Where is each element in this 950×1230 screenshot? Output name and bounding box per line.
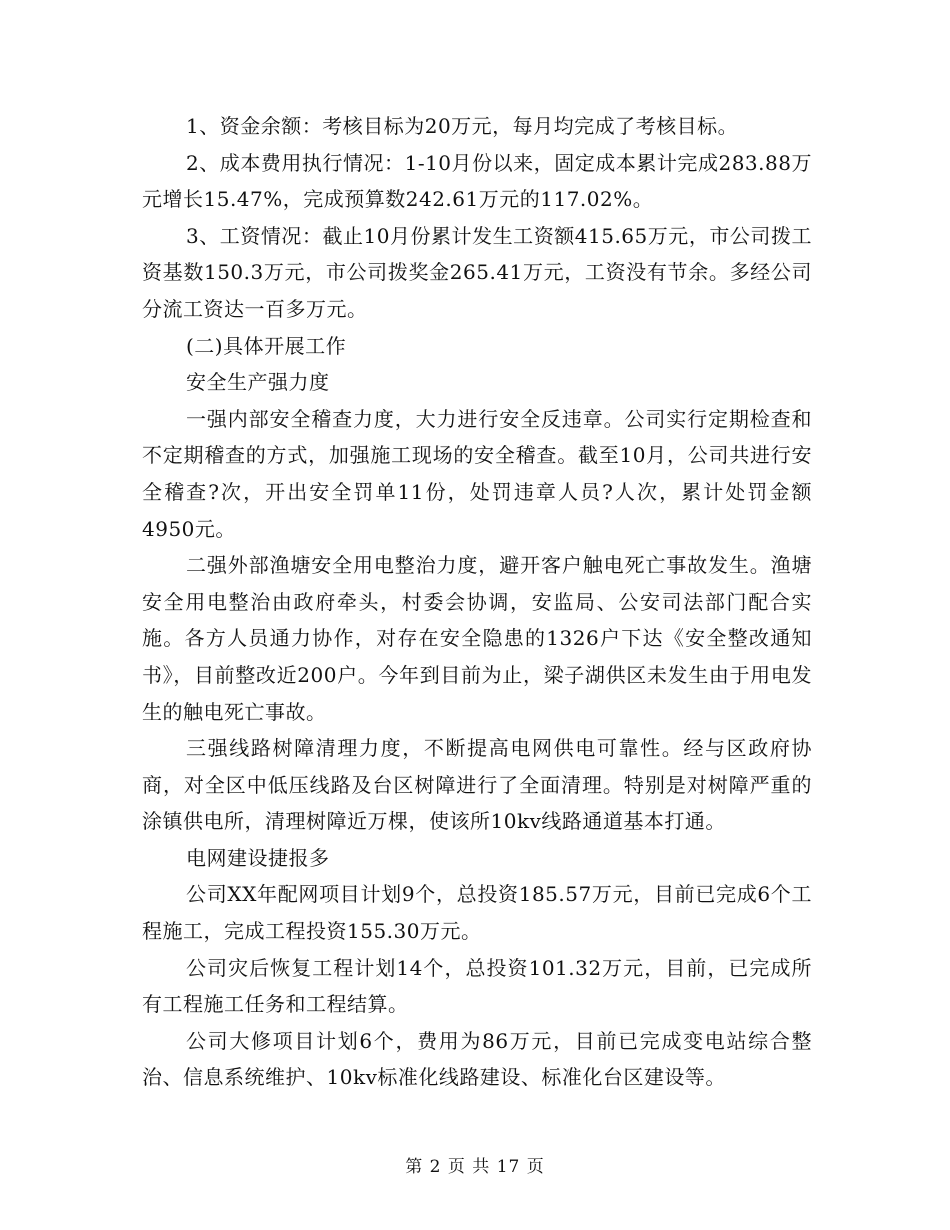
paragraph-cost-execution: 2、成本费用执行情况：1-10月份以来，固定成本累计完成283.88万元增长15.47%，完成预算数242.61万元的117.02%。 bbox=[142, 150, 812, 212]
paragraph-disaster-recovery: 公司灾后恢复工程计划14个，总投资101.32万元，目前，已完成所有工程施工任务和工程结算。 bbox=[142, 955, 812, 1017]
paragraph-fishpond-electricity: 二强外部渔塘安全用电整治力度，避开客户触电死亡事故发生。渔塘安全用电整治由政府牵头，村委会协调，安监局、公安司法部门配合实施。各方人员通力协作，对存在安全隐患的1326户下达《安全整改通知书》，目前整改近200户。今年到目前为止，梁子湖供区未发生由于用电发生的触电死亡事故。 bbox=[142, 553, 812, 724]
page-number-footer: 第 2 页 共 17 页 bbox=[405, 1157, 545, 1177]
subheading-safety-production: 安全生产强力度 bbox=[186, 370, 330, 395]
paragraph-internal-safety-inspection: 一强内部安全稽查力度，大力进行安全反违章。公司实行定期检查和不定期稽查的方式，加强施工现场的安全稽查。截至10月，公司共进行安全稽查?次，开出安全罚单11份，处罚违章人员?人次，累计处罚金额4950元。 bbox=[142, 406, 812, 541]
paragraph-tree-clearing: 三强线路树障清理力度，不断提高电网供电可靠性。经与区政府协商，对全区中低压线路及台区树障进行了全面清理。特别是对树障严重的涂镇供电所，清理树障近万棵，使该所10kv线路通道基本打通。 bbox=[142, 736, 812, 834]
paragraph-overhaul-projects: 公司大修项目计划6个，费用为86万元，目前已完成变电站综合整治、信息系统维护、10kv标准化线路建设、标准化台区建设等。 bbox=[142, 1028, 812, 1090]
subheading-grid-construction: 电网建设捷报多 bbox=[186, 845, 330, 870]
paragraph-distribution-projects: 公司XX年配网项目计划9个，总投资185.57万元，目前已完成6个工程施工，完成工程投资155.30万元。 bbox=[142, 882, 812, 944]
section-heading-specific-work: (二)具体开展工作 bbox=[186, 333, 347, 358]
document-body bbox=[142, 108, 812, 1096]
paragraph-fund-balance: 1、资金余额：考核目标为20万元，每月均完成了考核目标。 bbox=[186, 114, 739, 138]
paragraph-wages: 3、工资情况：截止10月份累计发生工资额415.65万元，市公司拨工资基数150.3万元，市公司拨奖金265.41万元，工资没有节余。多经公司分流工资达一百多万元。 bbox=[142, 223, 812, 321]
